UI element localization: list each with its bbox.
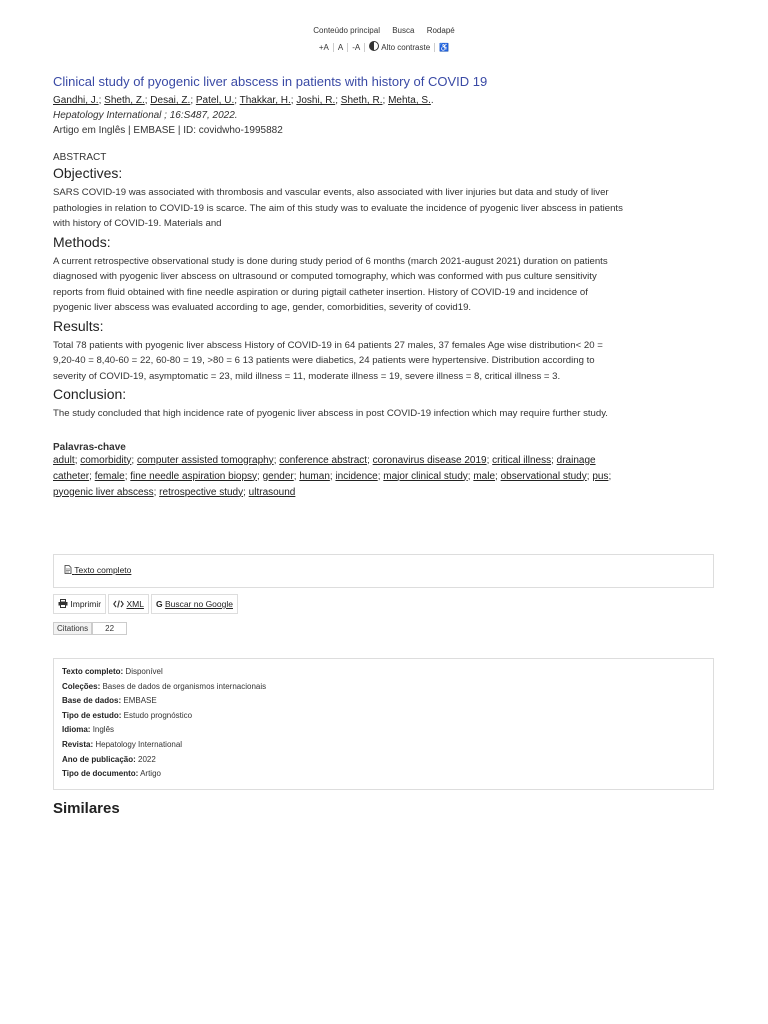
results-heading: Results: [53,317,104,334]
author-list: Gandhi, J.; Sheth, Z.; Desai, Z.; Patel, U.; Thakkar, H.; Joshi, R.; Sheth, R.; Mehta, S.. [53,95,434,106]
abstract-label: ABSTRACT [53,152,107,163]
article-content [53,74,623,501]
keyword-link[interactable]: incidence [335,470,378,482]
print-label: Imprimir [70,599,102,609]
objectives-heading: Objectives: [53,165,123,181]
info-value: Artigo [140,769,161,779]
keyword-link[interactable]: comorbidity [80,454,132,466]
document-icon [64,565,72,574]
record-info-list [62,665,266,782]
high-contrast-label: Alto contraste [381,43,431,52]
keyword-link[interactable]: ultrasound [248,486,296,498]
methods-heading: Methods: [53,233,111,250]
keyword-link[interactable]: critical illness [492,454,552,466]
font-reset-button[interactable]: A [334,43,348,52]
article-title[interactable]: Clinical study of pyogenic liver abscess in patients with history of COVID 19 [53,74,488,89]
keyword-link[interactable]: fine needle aspiration biopsy [130,470,258,482]
info-row [62,680,266,695]
author-link[interactable]: Gandhi, J. [53,95,99,106]
info-value: Estudo prognóstico [123,710,193,720]
info-value: Hepatology International [95,739,183,749]
keyword-link[interactable]: retrospective study [159,486,244,498]
skip-main-content-link[interactable]: Conteúdo principal [313,26,380,35]
high-contrast-button[interactable] [365,43,435,52]
info-label: Tipo de documento: [62,769,139,779]
info-row [62,767,266,782]
results-text: Total 78 patients with pyogenic liver abscess History of COVID-19 in 64 patients 27 males, 37 females Age wise distribution< 20 = 9,20-40 = 8,40-60 = 22, 60-80 = 19, >80 = 6 13 patients were diabetics, 24 patients were hypertensive. Distribution according to severity of COVID-19, asymptomatic = 23, mild illness = 11, moderate illness = 19, severe illness = 8, critical illness = 3. [53,339,603,382]
info-label: Tipo de estudo: [62,710,122,720]
skip-footer-link[interactable]: Rodapé [426,26,455,35]
citations-count: 22 [92,622,127,635]
font-decrease-button[interactable]: -A [348,43,365,52]
xml-label: XML [126,599,144,609]
keyword-link[interactable]: major clinical study [383,470,468,482]
keyword-link[interactable]: computer assisted tomography [136,454,274,466]
fulltext-link[interactable] [64,565,131,575]
info-label: Base de dados: [62,696,122,706]
google-search-label: Buscar no Google [164,599,233,609]
methods-text: A current retrospective observational study is done during study period of 6 months (march 2021-august 2021) duration on patients diagnosed with pyogenic liver abscess on ultrasound or computed tomography, which was conformed with pus culture sensitivity reports from fluid obtained with fine needle aspiration or during pigtail catheter insertion. History of COVID-19 and incidence of pyogenic liver abscess was evaluated according to age, gender, comorbidities, severity of covid19. [53,255,608,313]
contrast-icon [369,41,379,51]
author-link[interactable]: Patel, U. [195,95,235,106]
similares-heading: Similares [53,800,120,817]
keyword-link[interactable]: conference abstract [279,454,368,466]
info-label: Texto completo: [62,667,124,676]
keyword-link[interactable]: adult [53,454,75,466]
author-link[interactable]: Sheth, Z. [104,95,145,106]
fulltext-label: Texto completo [74,565,132,575]
skip-links [0,26,768,35]
citations-widget[interactable] [53,622,127,635]
keyword-link[interactable]: male [473,470,496,482]
info-value: Inglês [92,725,115,735]
keyword-link[interactable]: observational study [500,470,587,482]
info-value: 2022 [138,754,156,764]
author-link[interactable]: Mehta, S. [388,95,431,106]
keyword-link[interactable]: human [299,470,330,482]
printer-icon [58,599,68,608]
author-link[interactable]: Thakkar, H. [239,95,291,106]
info-row [62,723,266,738]
info-label: Coleções: [62,681,101,691]
accessibility-bar [0,41,768,52]
keyword-link[interactable]: pus [592,470,609,482]
info-row [62,753,266,768]
citations-badge: Citations [53,622,92,635]
info-label: Revista: [62,739,94,749]
info-row [62,709,266,724]
info-value: Disponível [125,667,163,676]
conclusion-text: The study concluded that high incidence rate of pyogenic liver abscess in post COVID-19 infection which may require further study. [53,408,608,419]
skip-search-link[interactable]: Busca [392,26,415,35]
keyword-link[interactable]: coronavirus disease 2019 [372,454,487,466]
keyword-link[interactable]: drainage catheter [53,454,596,482]
info-row [62,738,266,753]
info-label: Idioma: [62,725,91,735]
code-icon [113,600,124,608]
keyword-link[interactable]: female [94,470,125,482]
google-search-button[interactable] [151,594,238,614]
info-row [62,665,266,680]
info-label: Ano de publicação: [62,754,136,764]
keyword-link[interactable]: pyogenic liver abscess [53,486,154,498]
font-increase-button[interactable]: +A [315,43,334,52]
info-value: Bases de dados de organismos internacionais [102,681,267,691]
journal-citation: Hepatology International ; 16:S487, 2022. [53,110,238,121]
info-value: EMBASE [123,696,157,706]
info-row [62,694,266,709]
print-button[interactable] [53,594,106,614]
action-buttons [53,594,240,614]
top-bar [0,0,768,52]
keywords-title: Palavras-chave [53,441,126,453]
author-link[interactable]: Joshi, R. [296,95,336,106]
record-info-box [53,658,714,790]
accessibility-icon[interactable]: ♿ [439,43,450,52]
article-meta: Artigo em Inglês | EMBASE | ID: covidwho-1995882 [53,125,283,136]
author-link[interactable]: Sheth, R. [340,95,383,106]
objectives-text: SARS COVID-19 was associated with thrombosis and vascular events, also associated with liver injuries but data and study of liver pathologies in relation to COVID-19 is scarce. The aim of this study was to evaluate the incidence of pyogenic liver abscess in patients with history of COVID-19. Materials and [53,187,623,229]
keyword-list: adult; comorbidity; computer assisted tomography; conference abstract; coronavirus disease 2019; critical illness; drainage catheter; female; fine needle aspiration biopsy; gender; human; incidence; major clinical study; male; observational study; pus; pyogenic liver abscess; retrospective study; ultrasound [53,454,612,498]
fulltext-box [53,554,714,588]
author-link[interactable]: Desai, Z. [150,95,191,106]
conclusion-heading: Conclusion: [53,386,127,402]
xml-button[interactable] [108,594,149,614]
google-icon: G [155,599,163,609]
keyword-link[interactable]: gender [262,470,294,482]
